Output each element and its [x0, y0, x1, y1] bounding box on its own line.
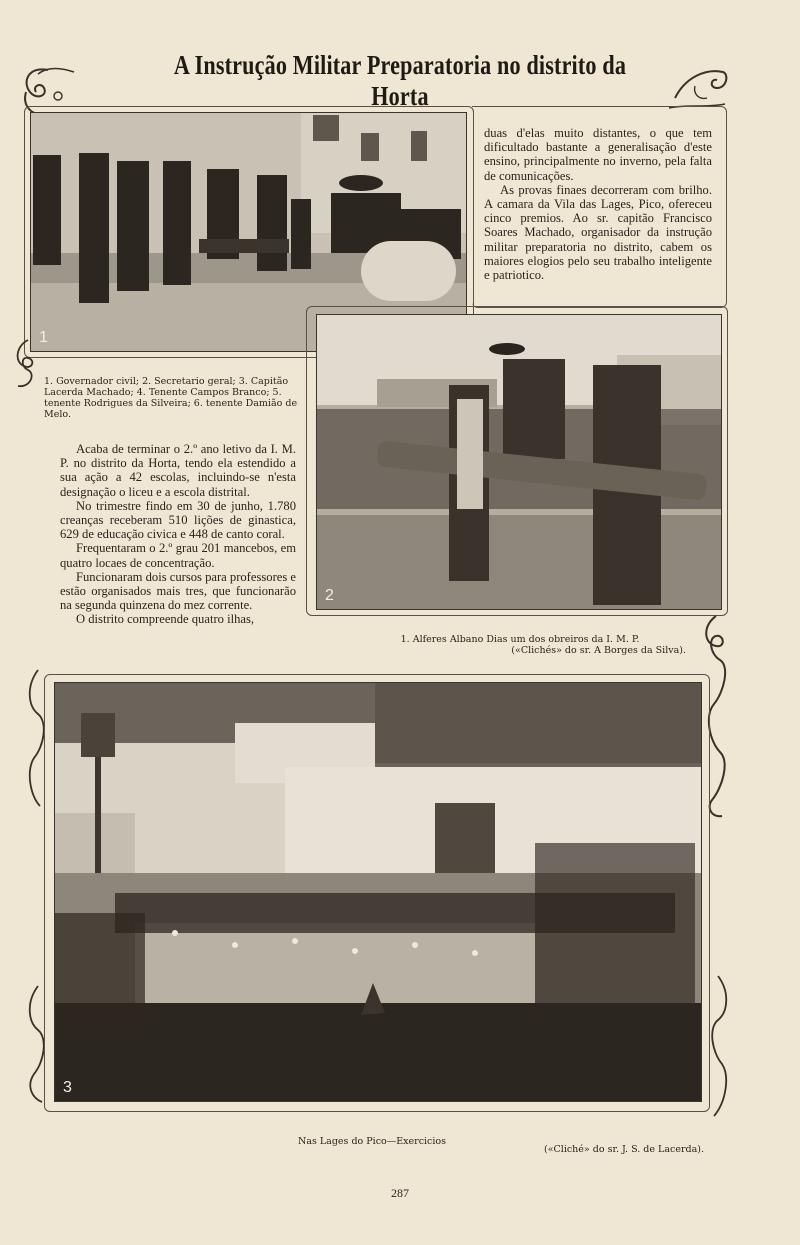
paragraph: Frequentaram o 2.º grau 201 mancebos, em quatro locaes de concentração.: [60, 541, 296, 570]
text-frame: [472, 106, 727, 308]
photo-square-exercises: [54, 682, 702, 1102]
paragraph: No trimestre findo em 30 de junho, 1.780 creanças receberam 510 lições de ginastica, 629 de educação civica e 448 de canto coral.: [60, 498, 296, 542]
paragraph: Acaba de terminar o 2.º ano letivo da I. M. P. no distrito da Horta, tendo ela estendido a sua ação a 42 escolas, incluindo-se n'esta designação o liceu e a escola distrital.: [60, 442, 296, 499]
photo-gymnastics-image: [317, 315, 721, 609]
photo-number: 2: [325, 587, 334, 604]
scroll-ornament-icon: [10, 336, 44, 392]
photo-number: 1: [39, 329, 48, 346]
paragraph: O distrito compreende quatro ilhas,: [76, 612, 255, 627]
paragraph: Funcionaram dois cursos para professores e estão organisados mais tres, que funcionarão na segunda quinzena do mez corrente.: [60, 569, 296, 613]
photo-number: 3: [63, 1079, 72, 1096]
photo-credit: («Cliché» do sr. J. S. de Lacerda).: [544, 1144, 704, 1155]
page-number: 287: [391, 1186, 409, 1200]
photo-caption: [330, 634, 710, 656]
page-title: A Instrução Militar Preparatoria no distrito da Horta: [173, 50, 627, 111]
left-column-text: [60, 442, 296, 627]
photo-caption: Nas Lages do Pico—Exercicios: [298, 1136, 447, 1147]
photo-square-exercises-image: [55, 683, 701, 1101]
paragraph: duas d'elas muito distantes, o que tem dificultado bastante a generalisação d'este ensino, principalmente no inverno, pela falta de comunicações.: [484, 126, 712, 183]
photo-gymnastics: [316, 314, 722, 610]
caption-line: 1. Alferes Albano Dias um dos obreiros da I. M. P.: [400, 634, 640, 645]
caption-credit: («Clichés» do sr. A Borges da Silva).: [511, 645, 686, 656]
paragraph: As provas finaes decorreram com brilho. A camara da Vila das Lages, Pico, ofereceu cinco premios. Ao sr. capitão Francisco Soares Machado, organisador da instrução militar preparatoria no distrito, cabem os maiores elogios pelo seu trabalho inteligente e patriotico.: [484, 182, 712, 283]
photo-caption: 1. Governador civil; 2. Secretario geral; 3. Capitão Lacerda Machado; 4. Tenente Campos Branco; 5. tenente Rodrigues da Silveira; 6. tenente Damião de Melo.: [44, 376, 298, 420]
